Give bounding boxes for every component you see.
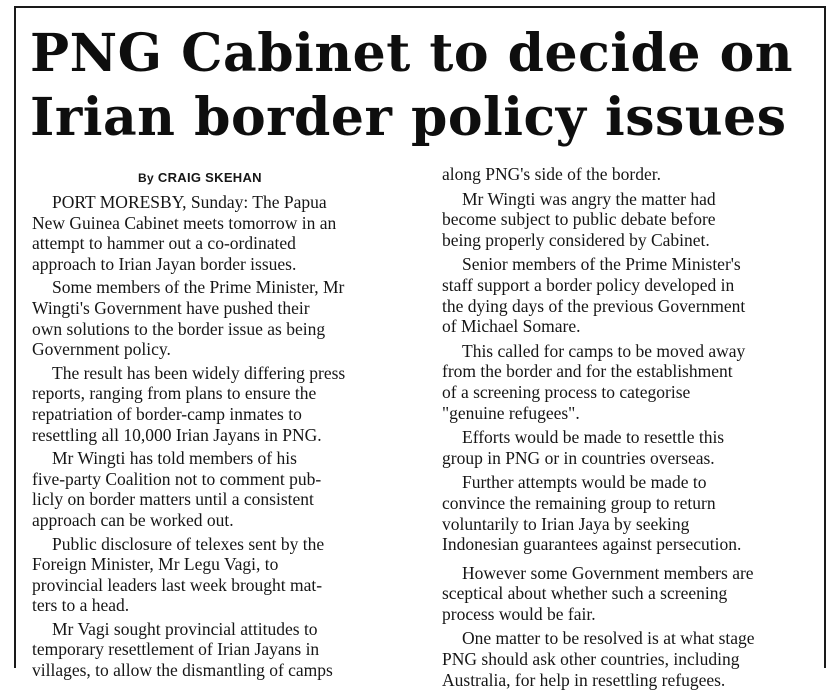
text-line: being properly considered by Cabinet. [442, 229, 710, 250]
text-line: New Guinea Cabinet meets tomorrow in an [32, 212, 337, 233]
headline [30, 22, 820, 150]
text-line: Public disclosure of telexes sent by the [52, 533, 325, 554]
text-line: The result has been widely differing press [52, 362, 346, 383]
article-paragraph [442, 628, 814, 690]
text-line: Efforts would be made to resettle this [462, 427, 725, 448]
text-line: This called for camps to be moved away [462, 340, 746, 361]
text-line: attempt to hammer out a co-ordinated [32, 233, 296, 254]
text-line: staff support a border policy developed in [442, 274, 735, 295]
article-column-left [32, 166, 416, 684]
text-line: Australia, for help in resettling refugees. [442, 669, 726, 690]
article-paragraph [32, 448, 416, 530]
article-paragraph [442, 341, 814, 423]
headline-line: PNG Cabinet to decide on [30, 23, 794, 84]
text-line: temporary resettlement of Irian Jayans in [32, 639, 320, 660]
text-line: along PNG's side of the border. [442, 164, 661, 184]
headline-line: Irian border policy issues [30, 87, 787, 148]
text-line: voluntarily to Irian Jaya by seeking [442, 513, 690, 534]
text-line: of Michael Somare. [442, 316, 581, 337]
article-paragraph [32, 277, 416, 359]
text-line: One matter to be resolved is at what stage [462, 628, 755, 649]
text-line: resettling all 10,000 Irian Jayans in PNG. [32, 424, 322, 445]
text-line: Indonesian guarantees against persecution. [442, 534, 742, 555]
text-line: the dying days of the previous Government [442, 295, 746, 316]
text-line: PORT MORESBY, Sunday: The Papua [52, 192, 327, 212]
text-line: Government policy. [32, 339, 171, 360]
text-line: reports, ranging from plans to ensure the [32, 383, 317, 404]
article-paragraph [442, 254, 814, 336]
byline [138, 170, 416, 186]
article-paragraph [442, 563, 814, 625]
text-line: Some members of the Prime Minister, Mr [52, 277, 345, 298]
text-line: Mr Wingti has told members of his [52, 448, 297, 469]
article-paragraph [442, 472, 814, 554]
text-line: However some Government members are [462, 562, 754, 583]
right-column-body [442, 164, 814, 690]
text-line: PNG should ask other countries, including [442, 649, 740, 670]
text-line: approach to Irian Jayan border issues. [32, 253, 297, 274]
text-line: become subject to public debate before [442, 209, 716, 230]
article-paragraph [32, 619, 416, 681]
text-line: Wingti's Government have pushed their [32, 297, 310, 318]
text-line: process would be fair. [442, 603, 596, 624]
text-line: ters to a head. [32, 595, 130, 616]
text-line: own solutions to the border issue as being [32, 318, 326, 339]
article-paragraph [32, 534, 416, 616]
text-line: "genuine refugees". [442, 402, 580, 423]
text-line: Foreign Minister, Mr Legu Vagi, to [32, 554, 279, 575]
text-line: Mr Wingti was angry the matter had [462, 188, 716, 209]
text-line: sceptical about whether such a screening [442, 583, 728, 604]
text-line: five-party Coalition not to comment pub- [32, 468, 322, 489]
article-paragraph [32, 192, 416, 274]
text-line: convince the remaining group to return [442, 492, 716, 513]
text-line: licly on border matters until a consistent [32, 489, 314, 510]
left-column-body [32, 192, 416, 681]
article-paragraph [442, 189, 814, 251]
text-line: of a screening process to categorise [442, 381, 691, 402]
text-line: provincial leaders last week brought mat- [32, 574, 323, 595]
text-line: villages, to allow the dismantling of camps [32, 660, 333, 681]
text-line: from the border and for the establishment [442, 361, 733, 382]
byline-author: CRAIG SKEHAN [157, 170, 262, 185]
newspaper-clipping [14, 6, 826, 690]
article-paragraph [32, 363, 416, 445]
text-line: group in PNG or in countries overseas. [442, 447, 715, 468]
text-line: repatriation of border-camp inmates to [32, 403, 302, 424]
text-line: Further attempts would be made to [462, 472, 707, 493]
article-paragraph [442, 427, 814, 468]
article-paragraph [442, 164, 814, 185]
text-line: approach can be worked out. [32, 509, 234, 530]
byline-prefix: By [138, 171, 154, 185]
text-line: Mr Vagi sought provincial attitudes to [52, 618, 318, 639]
article-column-right [442, 164, 814, 694]
text-line: Senior members of the Prime Minister's [462, 254, 741, 275]
